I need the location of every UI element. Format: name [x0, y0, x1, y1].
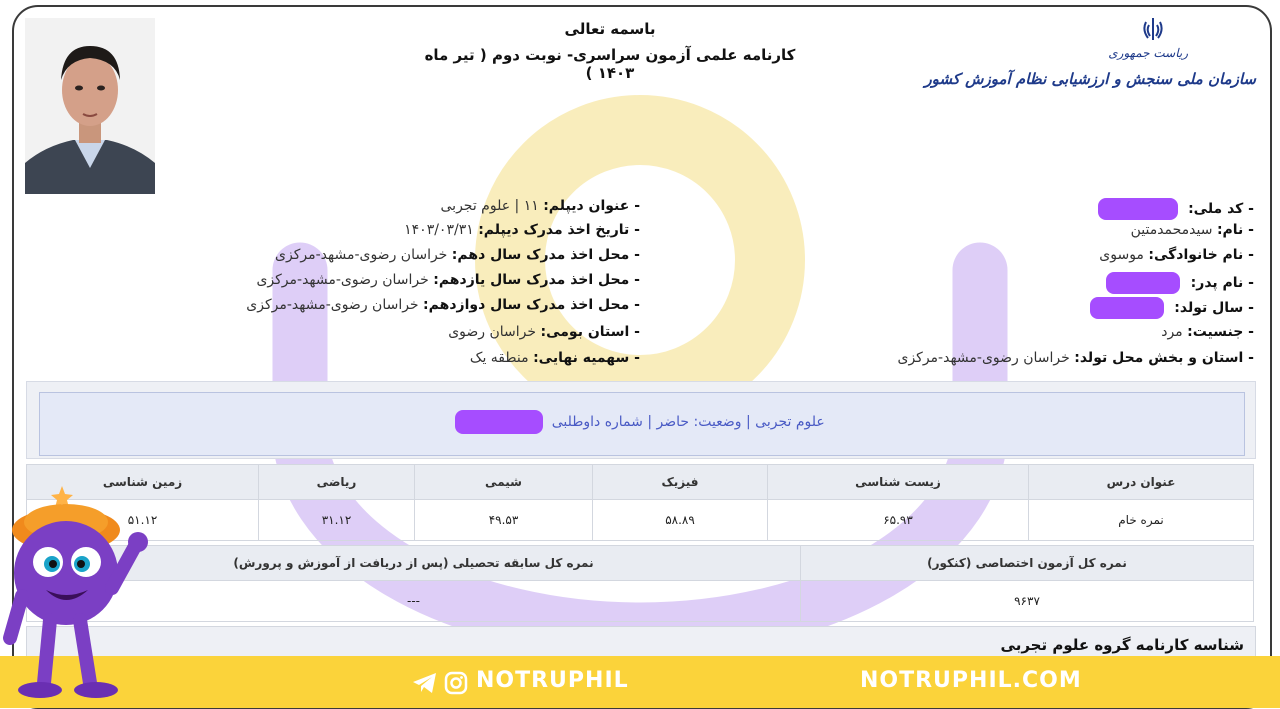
- gender-row: [1161, 324, 1254, 340]
- scores-header-cell: ریاضی: [259, 465, 415, 500]
- name-label: - نام:: [1216, 222, 1254, 238]
- grade12-value: خراسان رضوی-مشهد-مرکزی: [246, 297, 419, 313]
- gender-label: - جنسیت:: [1187, 324, 1254, 340]
- group-title: شناسه کارنامه گروه علوم تجربی: [1000, 636, 1244, 654]
- native-province-label: - استان بومی:: [540, 324, 640, 340]
- scores-header-cell: فیزیک: [593, 465, 768, 500]
- presidency-text: ریاست جمهوری: [1108, 46, 1188, 60]
- organization-name: سازمان ملی سنجش و ارزشیابی نظام آموزش کشور: [924, 70, 1256, 88]
- quota-row: [470, 350, 640, 366]
- grade10-value: خراسان رضوی-مشهد-مرکزی: [275, 247, 448, 263]
- father-label: - نام پدر:: [1190, 275, 1254, 291]
- score-cell: ۳۱.۱۲: [259, 500, 415, 541]
- score-cell: ۵۸.۸۹: [593, 500, 768, 541]
- score-cell: ۴۹.۵۳: [415, 500, 593, 541]
- family-row: [1099, 247, 1254, 263]
- totals-table: [26, 545, 1254, 622]
- scores-header-cell: زیست شناسی: [768, 465, 1029, 500]
- national-code-label: - کد ملی:: [1188, 201, 1254, 217]
- table-row: [27, 581, 1254, 622]
- instagram-icon[interactable]: [444, 671, 468, 695]
- score-cell: نمره خام: [1029, 500, 1254, 541]
- birthplace-value: خراسان رضوی-مشهد-مرکزی: [897, 350, 1070, 366]
- native-province-value: خراسان رضوی: [448, 324, 537, 340]
- father-row: [1106, 272, 1254, 294]
- organization-logo: [924, 16, 1260, 102]
- scores-header-row: [27, 465, 1254, 500]
- diploma-title-label: - عنوان دیپلم:: [543, 198, 640, 214]
- national-code-row: [1098, 198, 1254, 220]
- quota-value: منطقه یک: [469, 350, 529, 366]
- quota-label: - سهمیه نهایی:: [533, 350, 640, 366]
- grade11-label: - محل اخذ مدرک سال یازدهم:: [433, 272, 640, 288]
- scores-table: [26, 464, 1254, 541]
- grade10-row: [275, 247, 640, 263]
- totals-cell: ۹۶۳۷: [801, 581, 1254, 622]
- candidate-status-text: علوم تجربی | وضعیت: حاضر | شماره داوطلبی: [551, 414, 825, 430]
- grade10-label: - محل اخذ مدرک سال دهم:: [451, 247, 640, 263]
- father-redaction: [1106, 272, 1180, 294]
- social-handle[interactable]: NOTRUPHIL: [476, 668, 629, 693]
- family-value: موسوی: [1099, 247, 1144, 263]
- native-province-row: [448, 324, 640, 340]
- name-row: [1131, 222, 1254, 238]
- grade11-value: خراسان رضوی-مشهد-مرکزی: [256, 272, 429, 288]
- gender-value: مرد: [1161, 324, 1183, 340]
- promo-banner: [0, 656, 1280, 708]
- name-value: سیدمحمدمتین: [1130, 222, 1213, 238]
- birth-year-row: [1090, 297, 1254, 319]
- score-cell: ۶۵.۹۳: [768, 500, 1029, 541]
- family-label: - نام خانوادگی:: [1148, 247, 1254, 263]
- birth-year-label: - سال تولد:: [1174, 300, 1254, 316]
- scores-header-cell: شیمی: [415, 465, 593, 500]
- report-title: کارنامه علمی آزمون سراسری- نوبت دوم ( تیر ماه ۱۴۰۳ ): [424, 46, 796, 82]
- mascot-character: [0, 478, 160, 708]
- grade12-row: [246, 297, 640, 313]
- totals-header-cell: نمره کل سابقه تحصیلی (پس از دریافت از آموزش و پرورش): [27, 546, 801, 581]
- scores-header-cell: عنوان درس: [1029, 465, 1254, 500]
- diploma-date-value: ۱۴۰۳/۰۳/۳۱: [404, 222, 474, 238]
- diploma-date-row: [404, 222, 640, 238]
- diploma-title-row: [441, 198, 641, 214]
- birth-year-redaction: [1090, 297, 1164, 319]
- candidate-line: [0, 410, 1280, 434]
- diploma-title-value: ۱۱ | علوم تجربی: [440, 198, 539, 214]
- diploma-date-label: - تاریخ اخذ مدرک دیپلم:: [478, 222, 640, 238]
- grade12-label: - محل اخذ مدرک سال دوازدهم:: [423, 297, 640, 313]
- score-cell: ۵۱.۱۲: [27, 500, 259, 541]
- totals-cell: ---: [27, 581, 801, 622]
- grade11-row: [256, 272, 640, 288]
- emblem-icon: [1140, 16, 1166, 44]
- national-code-redaction: [1098, 198, 1178, 220]
- totals-header-row: [27, 546, 1254, 581]
- totals-header-cell: نمره کل آزمون اختصاصی (کنکور): [801, 546, 1254, 581]
- scores-header-cell: زمین شناسی: [27, 465, 259, 500]
- website-link[interactable]: NOTRUPHIL.COM: [860, 668, 1082, 693]
- telegram-icon[interactable]: [412, 672, 438, 694]
- birthplace-label: - استان و بخش محل تولد:: [1074, 350, 1254, 366]
- table-row: [27, 500, 1254, 541]
- basmala: باسمه تعالی: [564, 20, 656, 38]
- candidate-number-redaction: [455, 410, 543, 434]
- birthplace-row: [897, 350, 1254, 366]
- candidate-photo: [25, 18, 155, 194]
